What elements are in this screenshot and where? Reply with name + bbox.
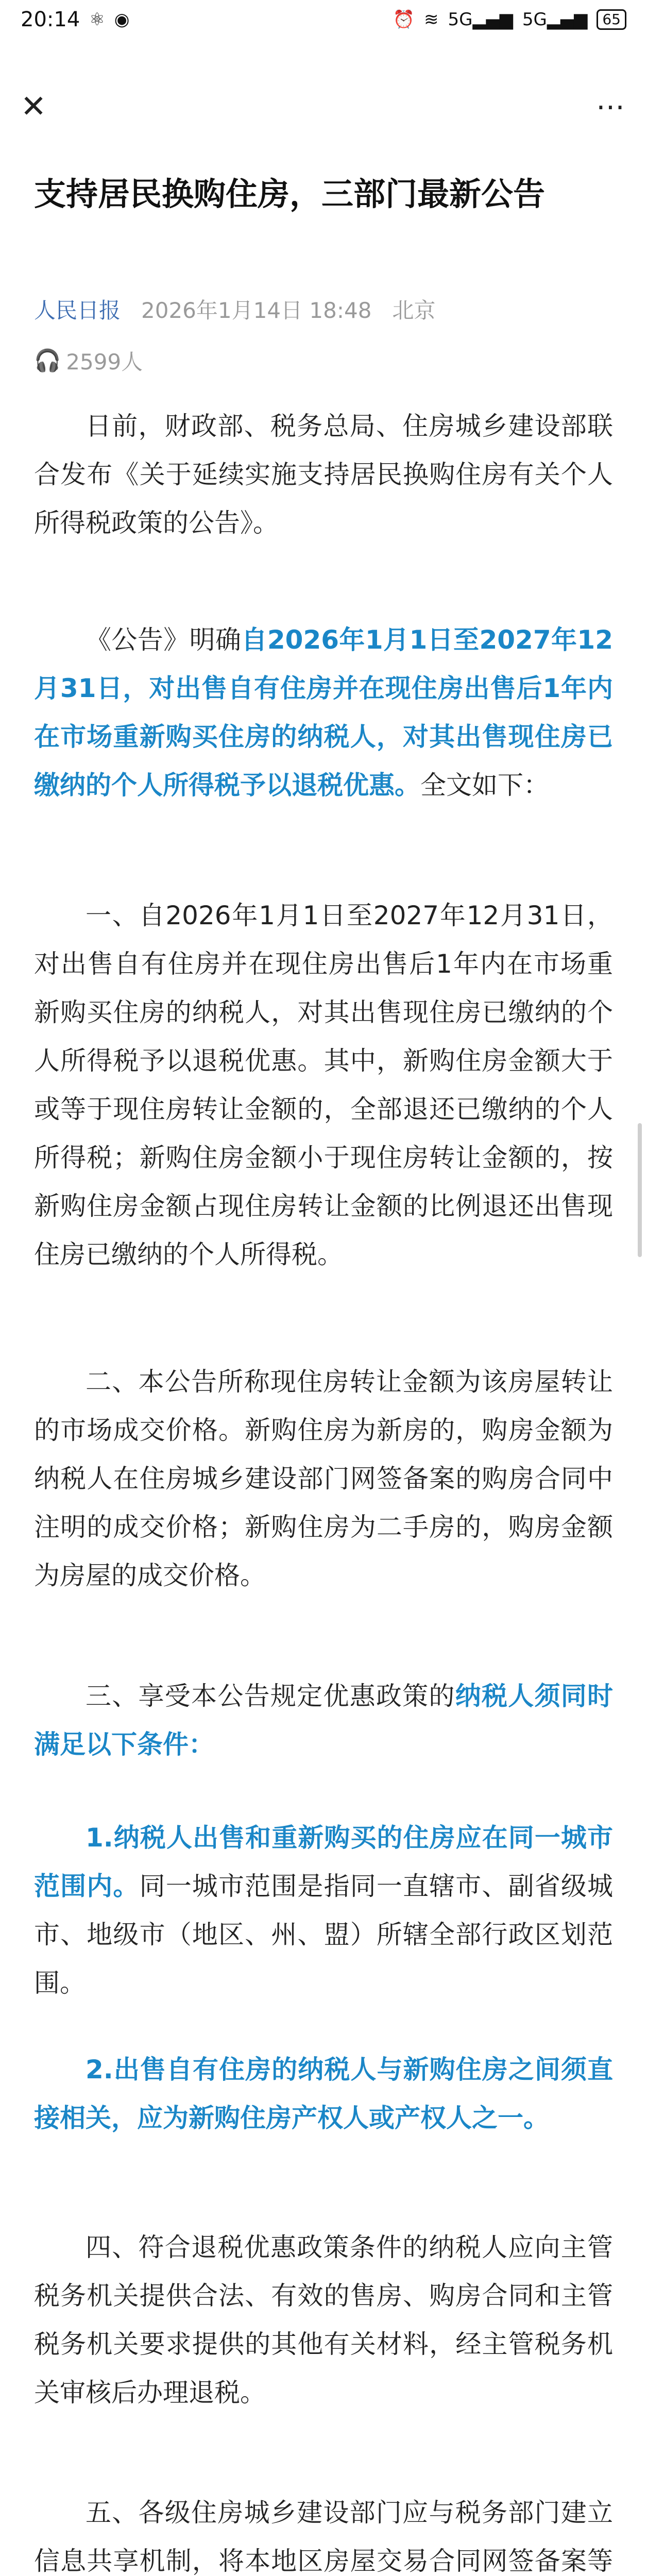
paragraph-5-lead: 三、享受本公告规定优惠政策的: [86, 1681, 455, 1711]
paragraph-2-highlight: 自2026年1月1日至2027年12月31日，对出售自有住房并在现住房出售后1年内在市场重新购买住房的纳税人，对其出售现住房已缴纳的个人所得税予以退税优惠。: [34, 625, 614, 800]
paragraph-7: [34, 2045, 613, 2142]
compass-icon: ◉: [114, 9, 130, 30]
top-nav: [0, 77, 647, 139]
paragraph-3: 一、自2026年1月1日至2027年12月31日，对出售自有住房并在现住房出售后1年内在市场重新购买住房的纳税人，对其出售现住房已缴纳的个人所得税予以退税优惠。其中，新购住房金额大于或等于现住房转让金额的，全部退还已缴纳的个人所得税；新购住房金额小于现住房转让金额的，按新购住房金额占现住房转让金额的比例退还出售现住房已缴纳的个人所得税。: [34, 901, 613, 1269]
status-time: 20:14: [21, 8, 80, 31]
wifi-icon: ≋: [423, 9, 439, 30]
paragraph-1: 日前，财政部、税务总局、住房城乡建设部联合发布《关于延续实施支持居民换购住房有关个人所得税政策的公告》。: [34, 411, 613, 538]
paragraph-6-highlight: 1.纳税人出售和重新购买的住房应在同一城市范围内。: [34, 1823, 613, 1901]
alarm-icon: ⏰: [393, 9, 415, 30]
paragraph-5: [34, 1672, 613, 1769]
paragraph-9: 五、各级住房城乡建设部门应与税务部门建立信息共享机制，将本地区房屋交易合同网签备案等: [34, 2498, 613, 2576]
article-meta: [34, 294, 435, 325]
headphones-icon: 🎧: [34, 348, 61, 373]
listen-count-label: 2599人: [66, 349, 143, 375]
article-datetime: 2026年1月14日 18:48: [141, 298, 372, 323]
more-icon[interactable]: ⋯: [596, 90, 626, 124]
paragraph-8: 四、符合退税优惠政策条件的纳税人应向主管税务机关提供合法、有效的售房、购房合同和主管税务机关要求提供的其他有关材料，经主管税务机关审核后办理退税。: [34, 2232, 613, 2408]
status-bar: [0, 0, 647, 39]
paragraph-6: [34, 1814, 613, 2007]
paragraph-2: [34, 616, 613, 809]
app-notification-icon: ⚛: [89, 9, 105, 30]
paragraph-5-highlight: 纳税人须同时满足以下条件：: [34, 1681, 614, 1759]
paragraph-7-highlight: 2.出售自有住房的纳税人与新购住房之间须直接相关，应为新购住房产权人或产权人之一。: [34, 2055, 613, 2133]
article-source[interactable]: 人民日报: [34, 298, 121, 323]
signal-icon: 5G▂▄▆: [522, 9, 588, 30]
paragraph-6-tail: 同一城市范围是指同一直辖市、副省级城市、地级市（地区、州、盟）所辖全部行政区划范围。: [34, 1871, 614, 1998]
paragraph-4: 二、本公告所称现住房转让金额为该房屋转让的市场成交价格。新购住房为新房的，购房金额为纳税人在住房城乡建设部门网签备案的购房合同中注明的成交价格；新购住房为二手房的，购房金额为房屋的成交价格。: [34, 1367, 613, 1590]
article-location: 北京: [392, 298, 436, 323]
signal-icon: 5G▂▄▆: [448, 9, 513, 30]
close-icon[interactable]: ✕: [20, 89, 47, 125]
battery-indicator: 65: [597, 9, 626, 30]
status-right: [393, 9, 626, 30]
scrollbar-thumb[interactable]: [638, 1123, 642, 1257]
paragraph-2-tail: 全文如下：: [420, 770, 549, 800]
listen-count[interactable]: [34, 345, 143, 376]
article-title: 支持居民换购住房，三部门最新公告: [34, 175, 546, 213]
status-left: [21, 8, 129, 31]
paragraph-2-lead: 《公告》明确: [86, 625, 242, 655]
